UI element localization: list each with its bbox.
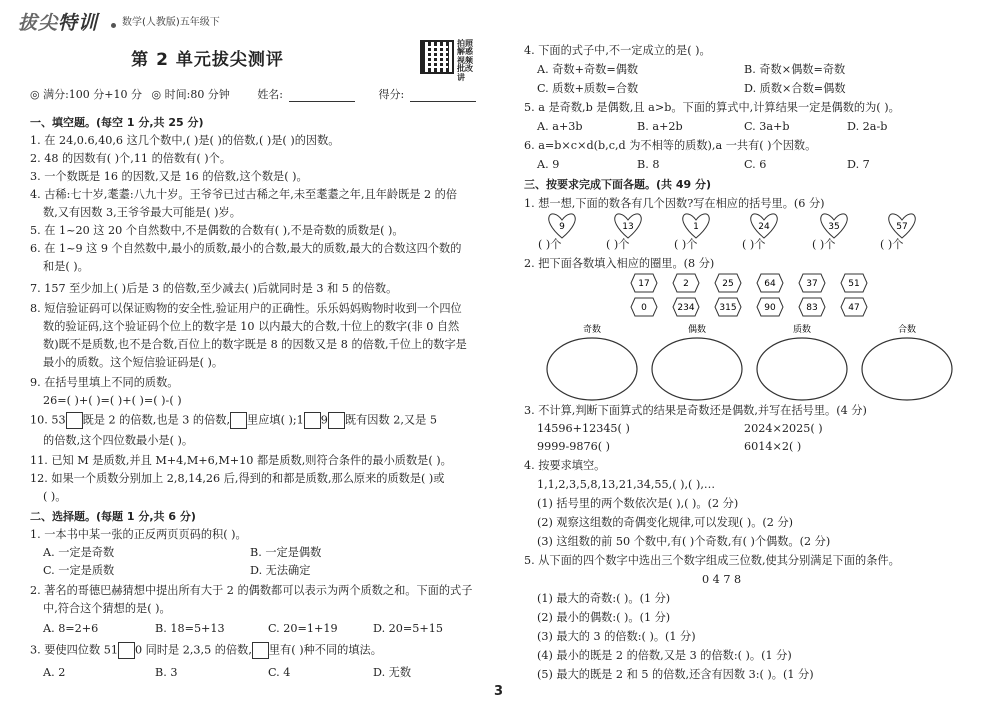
task-q4-3: (3) 这组数的前 50 个数中,有( )个奇数,有( )个偶数。(2 分) [537,535,831,548]
heart-answer[interactable]: ( )个 [742,238,766,251]
right-column [524,0,979,722]
ellipse-label-odd: 奇数 [582,325,602,335]
parity-q3c[interactable]: 9999-9876( ) [537,440,611,453]
choice-q1-c[interactable]: C. 一定是质数 [43,564,115,577]
heart-number: 1 [693,222,699,232]
choice-q6-a[interactable]: A. 9 [537,158,560,171]
fill-q6-line1: 6. 在 1~9 这 9 个自然数中,最小的质数,最小的合数,最大的质数,最大的合数这四个数的 [30,242,462,255]
choice-q1-d[interactable]: D. 无法确定 [250,564,311,577]
hex-number [841,298,867,316]
fill-q5: 5. 在 1~20 这 20 个自然数中,不是偶数的合数有( ),不是奇数的质数是( )。 [30,224,404,237]
choice-q4-d[interactable]: D. 质数×合数=偶数 [744,82,846,95]
heart-number: 24 [758,222,770,232]
choice-q1: 1. 一本书中某一张的正反两页页码的积( )。 [30,528,247,541]
heart-number: 57 [896,222,908,232]
heart-4 [751,214,778,238]
heart-2 [615,214,642,238]
fill-q2: 2. 48 的因数有( )个,11 的倍数有( )个。 [30,152,232,165]
q3-text-b: 0 同时是 2,3,5 的倍数, [134,643,252,657]
hex-number [631,274,657,292]
task-q5-2: (2) 最小的偶数:( )。(1 分) [537,611,671,624]
hex-number [673,274,699,292]
hex-label: 83 [806,303,818,313]
choice-q6-c[interactable]: C. 6 [744,158,767,171]
heart-6 [889,214,916,238]
heart-3 [683,214,710,238]
heart-answer[interactable]: ( )个 [812,238,836,251]
choice-q2-line1: 2. 著名的哥德巴赫猜想中提出所有大于 2 的偶数都可以表示为两个质数之和。下面的式子 [30,584,473,597]
left-column [30,0,485,722]
fill-q9-equation: 26=( )+( )=( )+( )=( )-( ) [43,394,182,407]
hex-label: 64 [764,279,776,289]
parity-q3b[interactable]: 2024×2025( ) [744,422,823,435]
fill-q8-line2: 数的验证码,这个验证码个位上的数字是 10 以内最大的合数,十位上的数字(非 0 自然 [43,320,460,333]
ellipse-odd[interactable] [547,338,637,400]
choice-q5-b[interactable]: B. a+2b [637,120,683,133]
choice-q6-d[interactable]: D. 7 [847,158,870,171]
task-q4-2: (2) 观察这组数的奇偶变化规律,可以发现( )。(2 分) [537,516,794,529]
choice-q5-c[interactable]: C. 3a+b [744,120,790,133]
fill-q7: 7. 157 至少加上( )后是 3 的倍数,至少减去( )后就同时是 3 和 5 的倍数。 [30,282,398,295]
heart-1 [549,214,576,238]
hex-number [715,274,741,292]
fill-q4-line2: 数,又有因数 3,王爷爷最大可能是( )岁。 [43,206,241,219]
answer-box[interactable] [230,412,247,429]
hex-number [673,298,699,316]
task-q5-3: (3) 最大的 3 的倍数:( )。(1 分) [537,630,696,643]
hex-number [631,298,657,316]
heart-answer[interactable]: ( )个 [674,238,698,251]
task-q2: 2. 把下面各数填入相应的圈里。(8 分) [524,257,715,270]
choice-q2-b[interactable]: B. 18=5+13 [155,622,225,635]
choice-q4: 4. 下面的式子中,不一定成立的是( )。 [524,44,711,57]
q3-text-a: 3. 要使四位数 51 [30,643,118,657]
q10-text-b: 既是 2 的倍数,也是 3 的倍数, [82,413,231,427]
choice-q2-c[interactable]: C. 20=1+19 [268,622,338,635]
ellipse-prime[interactable] [757,338,847,400]
fill-q9: 9. 在括号里填上不同的质数。 [30,376,179,389]
fill-q10-line2: 的倍数,这个四位数最小是( )。 [43,434,194,447]
heart-number: 13 [622,222,634,232]
q3-text-c: 里有( )种不同的填法。 [268,643,382,657]
ellipse-label-composite: 合数 [897,325,917,335]
brand-text-a: 拔尖 [18,12,59,34]
choice-q2-line2: 中,符合这个猜想的是( )。 [43,602,171,615]
choice-q5-a[interactable]: A. a+3b [537,120,583,133]
fill-q4-line1: 4. 古稀:七十岁,耄耋:八九十岁。王爷爷已过古稀之年,未至耄耋之年,且年龄既是 2 的倍 [30,188,458,201]
choice-q6: 6. a=b×c×d(b,c,d 为不相等的质数),a 一共有( )个因数。 [524,139,817,152]
brand-text-b: 特训 [58,12,99,34]
fill-q8-line4: 最小的质数。这个短信验证码是( )。 [43,356,224,369]
task-q5-1: (1) 最大的奇数:( )。(1 分) [537,592,671,605]
answer-box[interactable] [252,642,269,659]
hex-label: 234 [677,303,695,313]
fill-q6-line2: 和是( )。 [43,260,89,273]
heart-number: 9 [559,222,565,232]
choice-q3-c[interactable]: C. 4 [268,666,291,679]
choice-q1-a[interactable]: A. 一定是奇数 [43,546,115,559]
hex-label: 17 [638,279,650,289]
choice-q4-a[interactable]: A. 奇数+奇数=偶数 [537,63,639,76]
hex-number [799,274,825,292]
task-q4-1: (1) 括号里的两个数依次是( ),( )。(2 分) [537,497,739,510]
choice-q6-b[interactable]: B. 8 [637,158,660,171]
ellipse-label-even: 偶数 [687,325,707,335]
q10-text-e: 既有因数 2,又是 5 [344,413,437,427]
task-q5: 5. 从下面的四个数字中选出三个数字组成三位数,使其分别满足下面的条件。 [524,554,900,567]
choice-q3 [30,642,382,659]
task-q5-digits: 0 4 7 8 [702,573,742,586]
q10-text-a: 10. 53 [30,413,66,427]
hexagon-grid [624,272,884,320]
choice-q4-c[interactable]: C. 质数+质数=合数 [537,82,639,95]
hex-number [757,274,783,292]
heart-answer[interactable]: ( )个 [538,238,562,251]
ellipse-label-prime: 质数 [792,325,812,335]
heart-answer[interactable]: ( )个 [606,238,630,251]
choice-q2-a[interactable]: A. 8=2+6 [43,622,99,635]
task-q4: 4. 按要求填空。 [524,459,606,472]
fill-q10-line1 [30,412,437,429]
task-q4-sequence: 1,1,2,3,5,8,13,21,34,55,( ),( ),… [537,478,716,491]
mark-label: 得分: [378,88,405,101]
choice-q5: 5. a 是奇数,b 是偶数,且 a>b。下面的算式中,计算结果一定是偶数的为( )。 [524,101,900,114]
page-number: 3 [494,684,504,699]
heart-number: 35 [828,222,840,232]
section-3-heading: 三、按要求完成下面各题。(共 49 分) [524,178,712,191]
hex-number [757,298,783,316]
hex-number [799,298,825,316]
section-1-heading: 一、填空题。(每空 1 分,共 25 分) [30,116,204,129]
answer-box[interactable] [118,642,135,659]
fill-q11: 11. 已知 M 是质数,并且 M+4,M+6,M+10 都是质数,则符合条件的最小质数是( )。 [30,454,452,467]
time-label: ◎ 时间:80 分钟 [151,88,230,101]
hex-label: 25 [722,279,734,289]
fill-q8-line1: 8. 短信验证码可以保证购物的安全性,验证用户的正确性。乐乐妈妈购物时收到一个四位 [30,302,462,315]
category-ellipses [540,322,970,402]
choice-q2-d[interactable]: D. 20=5+15 [373,622,444,635]
choice-q3-d[interactable]: D. 无数 [373,666,412,679]
choice-q4-b[interactable]: B. 奇数×偶数=奇数 [744,63,846,76]
fill-q8-line3: 数)既不是质数,也不是合数,百位上的数字既是 8 的因数又是 8 的倍数,千位上的数字是 [43,338,467,351]
fill-q12-line2: ( )。 [43,490,67,503]
hex-label: 37 [806,279,818,289]
task-q1: 1. 想一想,下面的数各有几个因数?写在相应的括号里。(6 分) [524,197,825,210]
answer-box[interactable] [304,412,321,429]
answer-box[interactable] [66,412,83,429]
q10-text-d: 9 [320,413,328,427]
hex-label: 47 [848,303,860,313]
ellipse-composite[interactable] [862,338,952,400]
page-title: 第 2 单元拔尖测评 [131,50,284,70]
qr-caption: 拍照解惑视频批改讲 [457,39,473,82]
choice-q3-a[interactable]: A. 2 [43,666,66,679]
score-label: ◎ 满分:100 分+10 分 [30,88,143,101]
ellipse-even[interactable] [652,338,742,400]
task-q5-5: (5) 最大的既是 2 和 5 的倍数,还含有因数 3:( )。(1 分) [537,668,814,681]
section-2-heading: 二、选择题。(每题 1 分,共 6 分) [30,510,196,523]
hex-label: 51 [848,279,860,289]
subject-label: 数学(人教版)五年级下 [122,17,220,28]
choice-q5-d[interactable]: D. 2a-b [847,120,888,133]
task-q5-4: (4) 最小的既是 2 的倍数,又是 3 的倍数:( )。(1 分) [537,649,792,662]
hex-label: 315 [719,303,737,313]
hex-label: 90 [764,303,776,313]
choice-q3-b[interactable]: B. 3 [155,666,178,679]
hex-label: 2 [683,279,689,289]
parity-q3d[interactable]: 6014×2( ) [744,440,802,453]
name-label: 姓名: [257,88,284,101]
hex-number [715,298,741,316]
hex-label: 0 [641,303,647,313]
hex-number [841,274,867,292]
fill-q3: 3. 一个数既是 16 的因数,又是 16 的倍数,这个数是( )。 [30,170,308,183]
heart-5 [821,214,848,238]
choice-q1-b[interactable]: B. 一定是偶数 [250,546,322,559]
heart-answer[interactable]: ( )个 [880,238,904,251]
task-q3: 3. 不计算,判断下面算式的结果是奇数还是偶数,并写在括号里。(4 分) [524,404,867,417]
fill-q1: 1. 在 24,0.6,40,6 这几个数中,( )是( )的倍数,( )是( )的因数。 [30,134,340,147]
q10-text-c: 里应填( );1 [247,413,304,427]
answer-box[interactable] [328,412,345,429]
parity-q3a[interactable]: 14596+12345( ) [537,422,630,435]
fill-q12-line1: 12. 如果一个质数分别加上 2,8,14,26 后,得到的和都是质数,那么原来的质数是( )或 [30,472,445,485]
